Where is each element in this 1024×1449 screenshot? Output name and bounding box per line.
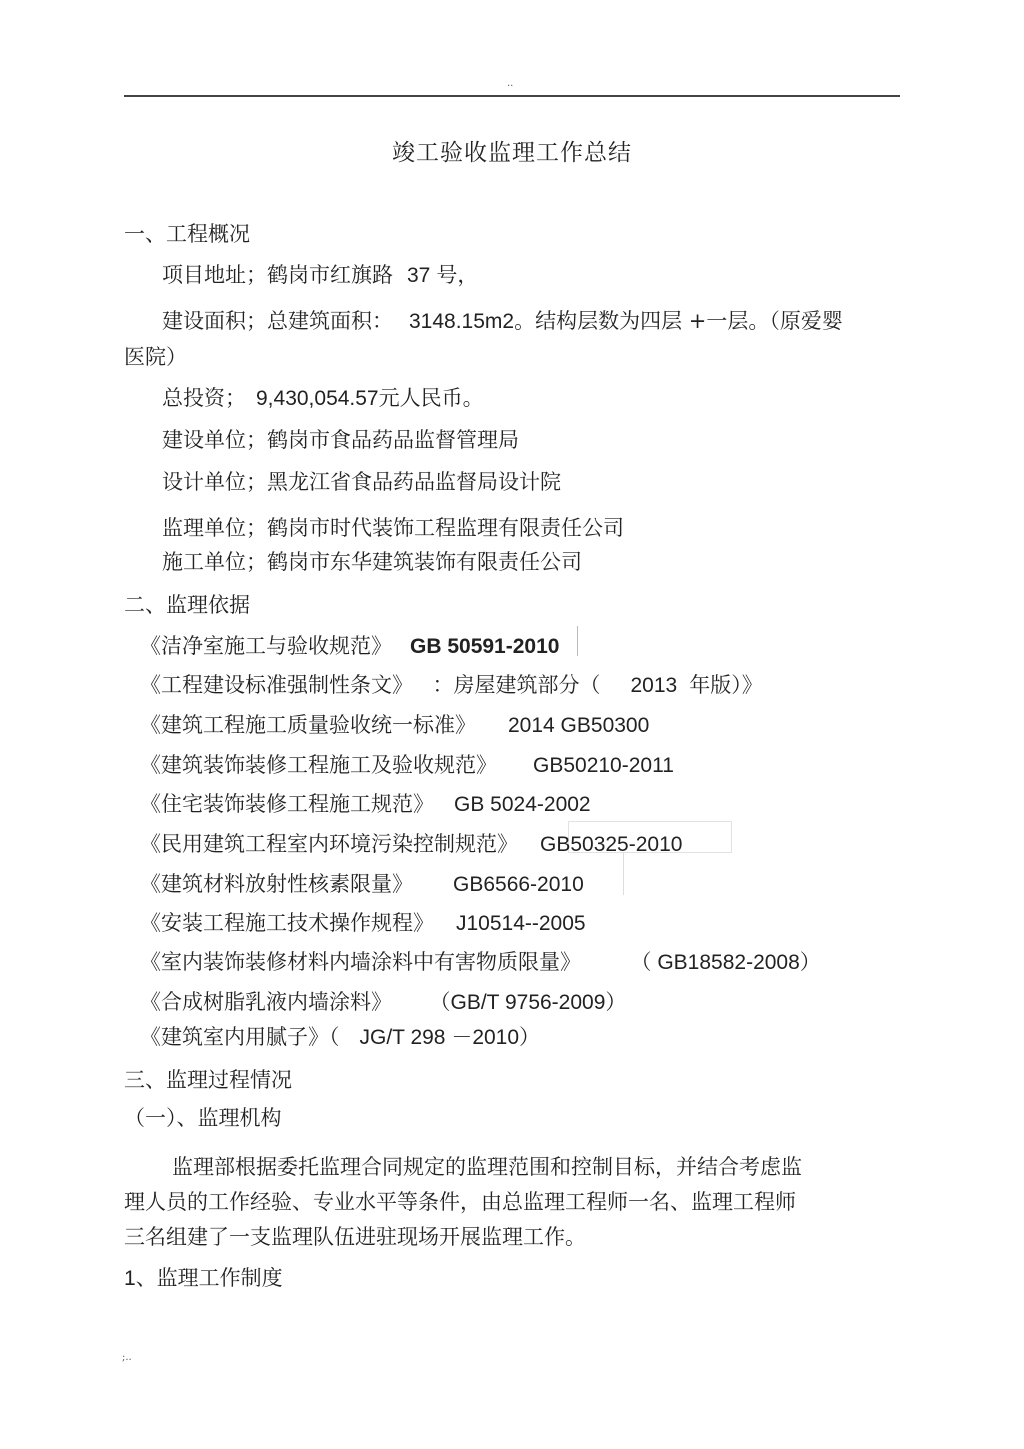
section-heading-overview: 一、工程概况 <box>124 222 250 246</box>
standard-code: 2014 GB50300 <box>508 714 650 737</box>
standard-code: GB50325-2010 <box>540 833 683 856</box>
owner-unit: 建设单位；鹤岗市食品药品监督管理局 <box>162 428 519 452</box>
standard-name: 《工程建设标准强制性条文》 <box>140 673 403 697</box>
standard-name: 《安装工程施工技术操作规程》 <box>140 911 434 935</box>
item-text: 、监理工作制度 <box>135 1266 283 1290</box>
standard-name: 《洁净室施工与验收规范》 <box>140 634 392 658</box>
paragraph-line: 三名组建了一支监理队伍进驻现场开展监理工作。 <box>124 1225 586 1249</box>
standard-code: JG/T 298 －2010） <box>359 1026 541 1049</box>
standard-row <box>140 788 591 818</box>
design-unit: 设计单位；黑龙江省食品药品监督局设计院 <box>162 470 561 494</box>
address-label: 项目地址；鹤岗市红旗路 <box>162 263 393 287</box>
project-address <box>162 259 478 289</box>
area-value: 3148.15m2 <box>409 310 515 333</box>
standard-name: 《住宅装饰装修工程施工规范》 <box>140 792 434 816</box>
item-heading <box>124 1262 283 1292</box>
document-title: 竣工验收监理工作总结 <box>392 140 632 166</box>
section-heading-basis: 二、监理依据 <box>124 593 250 617</box>
standard-row <box>140 907 586 937</box>
standard-row <box>140 709 649 739</box>
standard-year: 2013 <box>630 674 678 697</box>
standard-name: 《建筑工程施工质量验收统一标准》 <box>140 713 476 737</box>
standard-row <box>140 986 626 1016</box>
address-number: 37 <box>407 264 431 287</box>
footer-mark: ;.. <box>122 1352 132 1363</box>
investment-value: 9,430,054.57 <box>256 387 379 410</box>
area-rest: 。结构层数为四层 +一层。（原爱婴 <box>514 309 843 333</box>
standard-code: J10514--2005 <box>456 912 586 935</box>
construction-unit: 施工单位；鹤岗市东华建筑装饰有限责任公司 <box>162 550 582 574</box>
standard-mid: ：房屋建筑部分（ <box>432 673 601 697</box>
standard-name: 《建筑装饰装修工程施工及验收规范》 <box>140 753 497 777</box>
standard-code: （ GB18582-2008） <box>641 951 821 974</box>
building-area <box>162 305 843 335</box>
standard-code: GB6566-2010 <box>453 873 584 896</box>
address-suffix: 号， <box>436 263 479 287</box>
subsection-heading: （一）、监理机构 <box>124 1106 282 1130</box>
supervision-unit: 监理单位；鹤岗市时代装饰工程监理有限责任公司 <box>162 516 624 540</box>
standard-row <box>140 749 674 779</box>
standard-name: 《民用建筑工程室内环境污染控制规范》 <box>140 832 518 856</box>
standard-row <box>140 946 821 976</box>
standard-tail: 年版）》 <box>689 673 763 697</box>
standard-name: 《建筑材料放射性核素限量》 <box>140 872 413 896</box>
standard-row <box>140 669 763 699</box>
standard-name: 《合成树脂乳液内墙涂料》 <box>140 990 392 1014</box>
area-label: 建设面积；总建筑面积： <box>162 309 393 333</box>
paragraph-line: 监理部根据委托监理合同规定的监理范围和控制目标，并结合考虑监 <box>172 1155 802 1179</box>
standard-name: 《室内装饰装修材料内墙涂料中有害物质限量》 <box>140 950 581 974</box>
investment-label: 总投资； <box>162 386 246 410</box>
standard-row <box>140 1021 540 1051</box>
scan-mark <box>577 626 578 656</box>
standard-code: GB 5024-2002 <box>454 793 591 816</box>
section-heading-process: 三、监理过程情况 <box>124 1068 292 1092</box>
header-rule <box>124 95 900 97</box>
total-investment <box>162 382 484 412</box>
standard-name: 《建筑室内用腻子》（ <box>140 1025 340 1049</box>
item-number: 1 <box>124 1267 136 1290</box>
standard-row <box>140 630 559 660</box>
standard-row <box>140 868 584 898</box>
investment-suffix: 元人民币。 <box>378 386 484 410</box>
standard-row <box>140 828 682 858</box>
scan-mark <box>623 853 624 895</box>
standard-code: GB 50591-2010 <box>410 635 560 658</box>
standard-code: （GB/T 9756-2009） <box>440 991 627 1014</box>
paragraph-line: 理人员的工作经验、专业水平等条件，由总监理工程师一名、监理工程师 <box>124 1190 796 1214</box>
header-mark: .. <box>507 78 514 89</box>
standard-code: GB50210-2011 <box>533 754 674 777</box>
area-continuation: 医院） <box>124 345 187 369</box>
